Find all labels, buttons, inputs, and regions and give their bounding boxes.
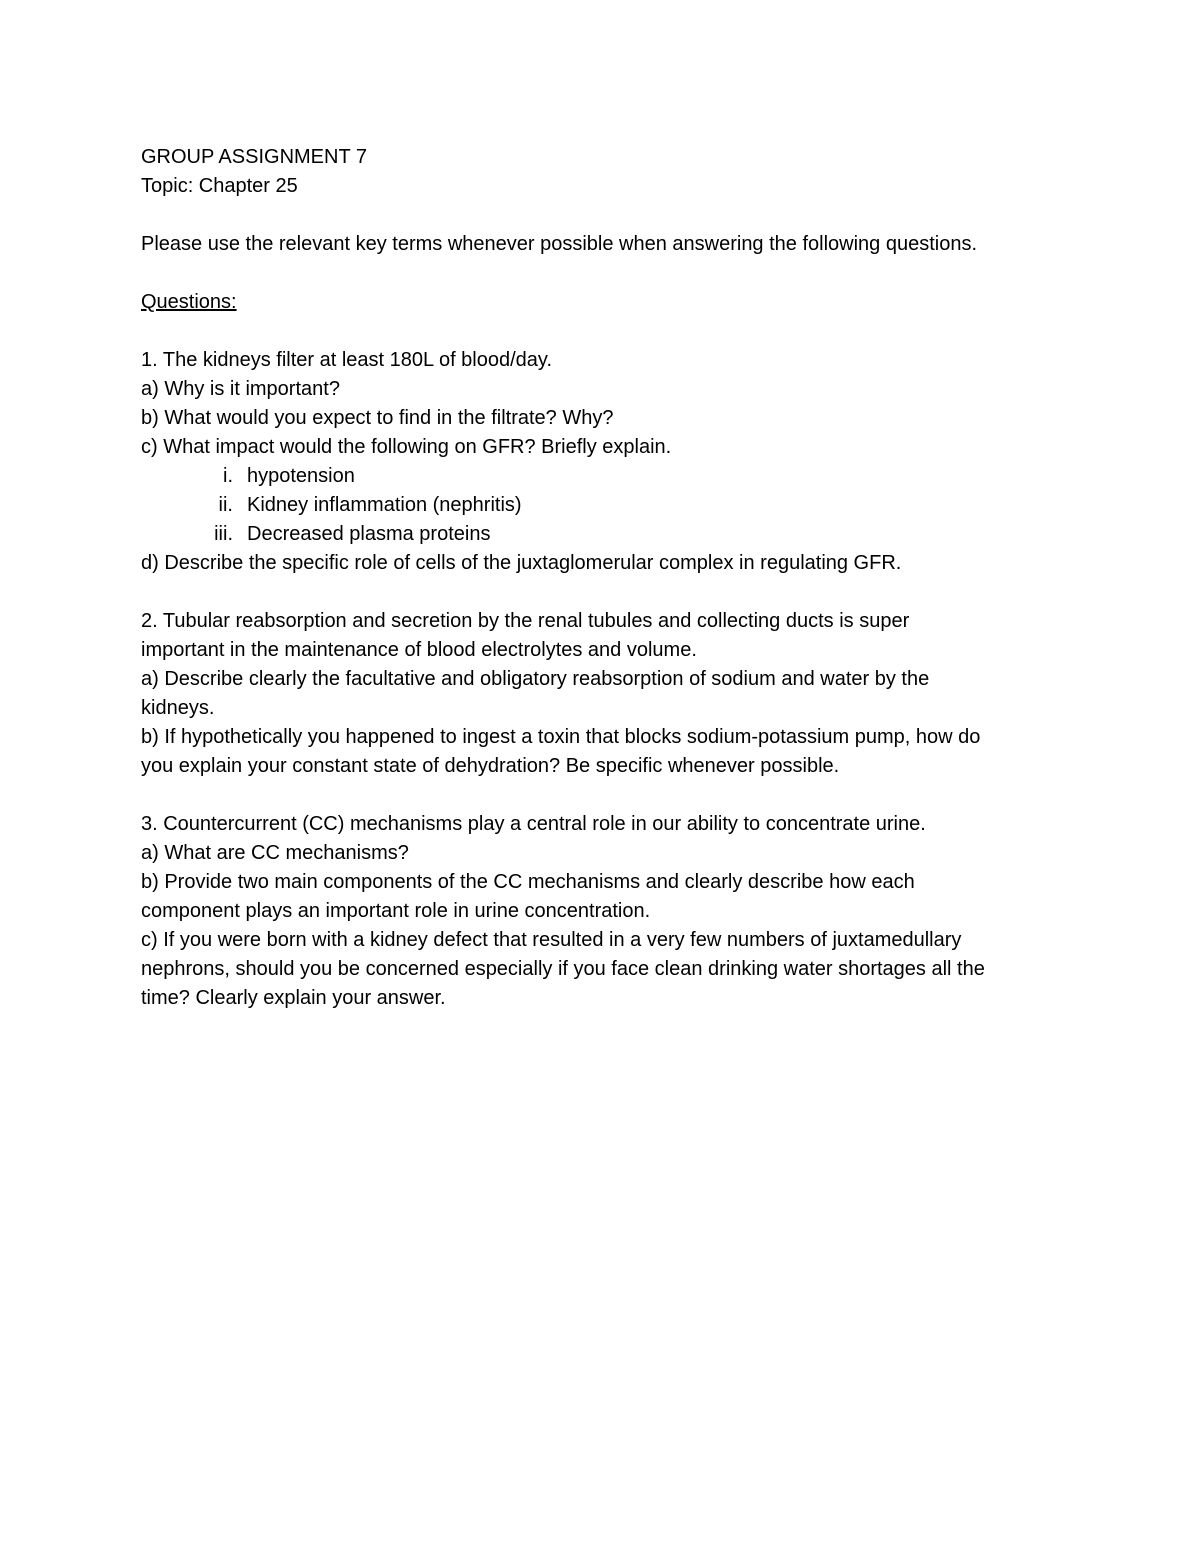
- spacer: [141, 578, 1071, 607]
- spacer: [141, 201, 1071, 230]
- question-1-c-item: [141, 491, 1071, 520]
- question-1: [141, 346, 1071, 578]
- question-1-stem: 1. The kidneys filter at least 180L of blood/day.: [141, 349, 552, 371]
- assignment-topic: Topic: Chapter 25: [141, 175, 298, 197]
- question-1-part-d: d) Describe the specific role of cells of the juxtaglomerular complex in regulating GFR.: [141, 552, 902, 574]
- instructions-text: Please use the relevant key terms whenever possible when answering the following questions.: [141, 233, 978, 255]
- list-item-text: Kidney inflammation (nephritis): [247, 494, 522, 516]
- list-item-text: hypotension: [247, 465, 355, 487]
- question-2: [141, 607, 1071, 781]
- question-1-c-item: [141, 462, 1071, 491]
- spacer: [141, 317, 1071, 346]
- question-3: [141, 810, 1071, 1013]
- questions-heading: Questions:: [141, 291, 237, 313]
- question-2-stem-line: 2. Tubular reabsorption and secretion by the renal tubules and collecting ducts is super: [141, 610, 910, 632]
- spacer: [141, 259, 1071, 288]
- question-3-part-a: a) What are CC mechanisms?: [141, 842, 409, 864]
- spacer: [141, 781, 1071, 810]
- list-item-text: Decreased plasma proteins: [247, 523, 491, 545]
- question-3-part-b-line: component plays an important role in urine concentration.: [141, 900, 651, 922]
- question-3-part-c-line: c) If you were born with a kidney defect that resulted in a very few numbers of juxtamedullary: [141, 929, 962, 951]
- question-1-part-a: a) Why is it important?: [141, 378, 340, 400]
- list-numeral: ii.: [218, 494, 233, 516]
- list-numeral: iii.: [214, 523, 233, 545]
- question-3-part-c-line: nephrons, should you be concerned especially if you face clean drinking water shortages all the: [141, 958, 985, 980]
- question-2-part-a-line: a) Describe clearly the facultative and obligatory reabsorption of sodium and water by the: [141, 668, 930, 690]
- question-1-part-b: b) What would you expect to find in the filtrate? Why?: [141, 407, 614, 429]
- question-3-part-b-line: b) Provide two main components of the CC mechanisms and clearly describe how each: [141, 871, 915, 893]
- question-2-part-b-line: you explain your constant state of dehydration? Be specific whenever possible.: [141, 755, 840, 777]
- question-1-part-c: c) What impact would the following on GFR? Briefly explain.: [141, 436, 672, 458]
- list-numeral: i.: [223, 465, 233, 487]
- question-2-part-b-line: b) If hypothetically you happened to ingest a toxin that blocks sodium-potassium pump, how do: [141, 726, 981, 748]
- question-2-stem-line: important in the maintenance of blood electrolytes and volume.: [141, 639, 697, 661]
- question-2-part-a-line: kidneys.: [141, 697, 215, 719]
- question-3-stem: 3. Countercurrent (CC) mechanisms play a central role in our ability to concentrate urine.: [141, 813, 926, 835]
- document-body: [141, 143, 1071, 1013]
- assignment-title: GROUP ASSIGNMENT 7: [141, 146, 367, 168]
- question-1-c-item: [141, 520, 1071, 549]
- question-3-part-c-line: time? Clearly explain your answer.: [141, 987, 446, 1009]
